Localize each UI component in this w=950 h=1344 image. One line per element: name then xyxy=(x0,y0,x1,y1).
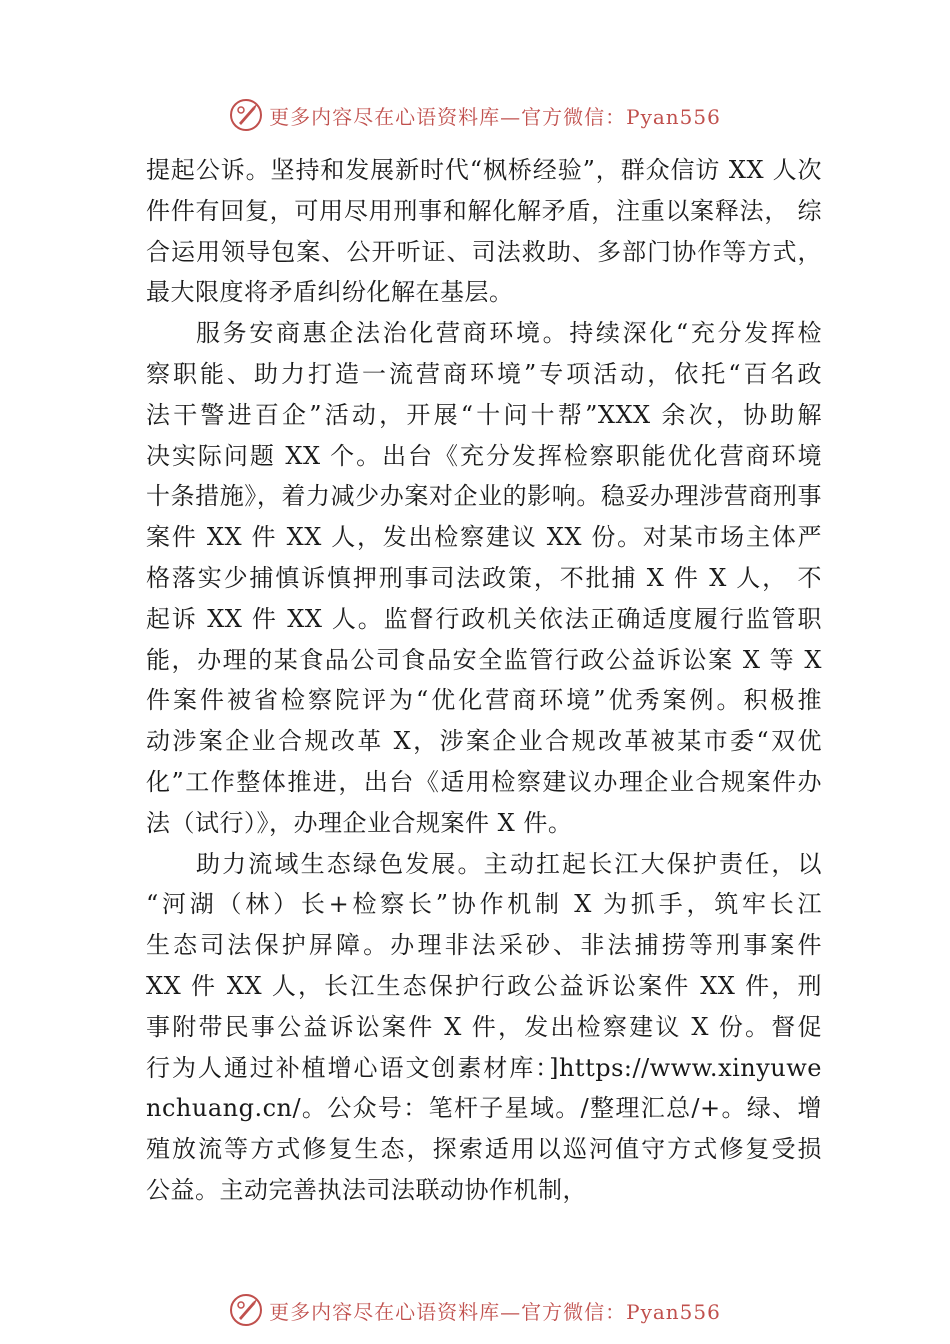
body-line: nchuang.cn/。公众号：笔杆子星域。/整理汇总/+。绿、增 xyxy=(146,1094,822,1123)
body-line: 法（试行）》，办理企业合规案件 X 件。 xyxy=(146,808,573,837)
quill-logo-icon xyxy=(229,1293,263,1327)
body-line: 合运用领导包案、公开听证、司法救助、多部门协作等方式， xyxy=(146,237,822,266)
body-line: 最大限度将矛盾纠纷化解在基层。 xyxy=(146,278,514,307)
body-line: 事附带民事公益诉讼案件 X 件，发出检察建议 X 份。督促 xyxy=(146,1012,822,1041)
document-body xyxy=(146,150,822,1211)
body-line: 动涉案企业合规改革 X，涉案企业合规改革被某市委“双优 xyxy=(146,727,822,756)
header-banner-text: 更多内容尽在心语资料库—官方微信：Pyan556 xyxy=(269,104,721,129)
footer-banner xyxy=(0,1290,950,1330)
body-line: 行为人通过补植增心语文创素材库：]https://www.xinyuwe xyxy=(146,1053,822,1082)
body-line: 助力流域生态绿色发展。主动扛起长江大保护责任，以 xyxy=(196,849,822,878)
body-line: 件案件被省检察院评为“优化营商环境”优秀案例。积极推 xyxy=(146,686,822,715)
body-line: “河湖（林）长+检察长”协作机制 X 为抓手，筑牢长江 xyxy=(146,890,822,919)
header-banner xyxy=(0,95,950,135)
body-line: 公益。主动完善执法司法联动协作机制， xyxy=(146,1175,587,1204)
quill-logo-icon xyxy=(229,98,263,132)
body-line: 提起公诉。坚持和发展新时代“枫桥经验”，群众信访 XX 人次 xyxy=(146,156,822,184)
body-line: XX 件 XX 人，长江生态保护行政公益诉讼案件 XX 件，刑 xyxy=(146,971,822,1000)
body-line: 十条措施》，着力减少办案对企业的影响。稳妥办理涉营商刑事 xyxy=(146,482,822,511)
body-line: 格落实少捕慎诉慎押刑事司法政策，不批捕 X 件 X 人， 不 xyxy=(146,563,822,592)
body-line: 能，办理的某食品公司食品安全监管行政公益诉讼案 X 等 X xyxy=(146,645,822,674)
body-line: 法干警进百企”活动，开展“十问十帮”XXX 余次，协助解 xyxy=(146,400,822,429)
body-line: 起诉 XX 件 XX 人。监督行政机关依法正确适度履行监管职 xyxy=(146,604,822,633)
body-line: 案件 XX 件 XX 人，发出检察建议 XX 份。对某市场主体严 xyxy=(146,523,822,552)
footer-banner-text: 更多内容尽在心语资料库—官方微信：Pyan556 xyxy=(269,1299,721,1324)
body-line: 化”工作整体推进，出台《适用检察建议办理企业合规案件办 xyxy=(146,767,822,796)
body-line: 服务安商惠企法治化营商环境。持续深化“充分发挥检 xyxy=(196,319,822,348)
body-line: 察职能、助力打造一流营商环境”专项活动，依托“百名政 xyxy=(146,359,822,388)
body-line: 殖放流等方式修复生态，探索适用以巡河值守方式修复受损 xyxy=(146,1135,822,1164)
body-line: 件件有回复，可用尽用刑事和解化解矛盾，注重以案释法， 综 xyxy=(146,196,822,225)
body-line: 决实际问题 XX 个。出台《充分发挥检察职能优化营商环境 xyxy=(146,441,822,470)
body-line: 生态司法保护屏障。办理非法采砂、非法捕捞等刑事案件 xyxy=(146,931,822,960)
